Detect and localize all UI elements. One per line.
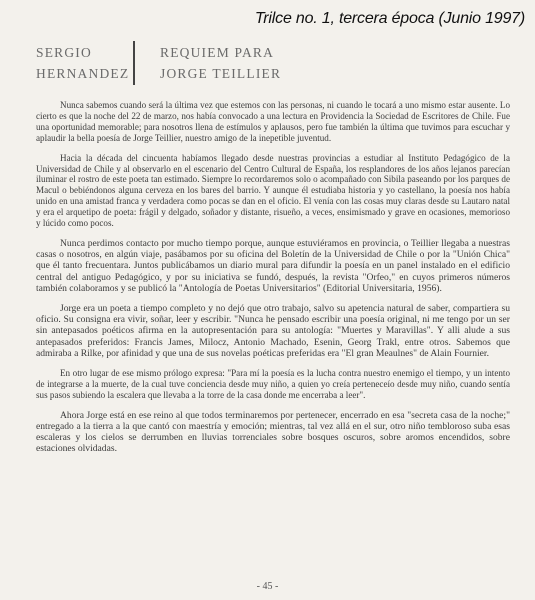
article-title-line-2: JORGE TEILLIER (160, 66, 282, 81)
author-name (36, 42, 129, 84)
paragraph-3: Nunca perdimos contacto por mucho tiempo porque, aunque estuviéramos en provincia, o Teillier llegaba a nuestras casas o nosotros, en algún viaje, pasábamos por su oficina del Boletín de la Universidad de Chile o por la "Unión Chica" que él tanto frecuentara. Juntos publicábamos un diario mural para difundir la poesía en un panel instalado en el edificio central del antiguo Pedagógico, y por su iniciativa se fundó, después, la revista "Orfeo," en cuyos primeros números también colaboramos y se publicó la "Antología de Poetas Universitarios" (Editorial Universitaria, 1956). (36, 237, 510, 294)
article-title (160, 42, 281, 84)
author-first-name: SERGIO (36, 45, 92, 60)
article-body (36, 100, 510, 464)
page-number: - 45 - (256, 581, 279, 592)
paragraph-2: Hacia la década del cincuenta habíamos llegado desde nuestras provincias a estudiar al Instituto Pedagógico de la Universidad de Chile y al observarlo en el escenario del Centro Cultural de España, los resplandores de los años lejanos parecían iluminar el rostro de este poeta tan estimado. Siempre lo recordaremos solo o acompañado con Sibila paseando por los parques de Macul o bebiéndonos alguna cerveza en los bares del barrio. Y aunque él estudiaba historia y yo castellano, la poesía nos había unido en una amistad franca y verdadera como pocas se dan en el oficio. El venía con las cosas muy claras desde su Lautaro natal y era el arquetipo de poeta: frágil y delgado, soñador y distante, risueño, a veces, ensimismado y grave en ocasiones, memorioso y lúcido como pocos. (36, 152, 510, 229)
author-last-name: HERNANDEZ (36, 66, 130, 81)
paragraph-4: Jorge era un poeta a tiempo completo y no dejó que otro trabajo, salvo su apetencia natural de saber, compartiera su oficio. Su consigna era vivir, soñar, leer y escribir. "Nunca he pensado escribir una poesía original, ni me tengo por un ser sin antepasados poéticos afirma en la autopresentación para su antología: "Muertes y Maravillas". Y alli alude a sus antepasados preferidos: Francis James, Milocz, Antonio Machado, Esenin, Georg Trakl, entre otros. Sabemos que admiraba a Rilke, por afinidad y que una de sus novelas poéticas preferidas era "El gran Meaulnes" de Alain Fournier. (36, 302, 510, 359)
paragraph-6: Ahora Jorge está en ese reino al que todos terminaremos por pertenecer, encerrado en esa "secreta casa de la noche;" entregado a la tierra a la que cantó con maestría y emoción; mientras, tal vez allá en el sur, otro niño tembloroso suba esas escaleras y los cielos se derrumben en lluvias torrenciales sobre bosques oscuros, sobre aromos encendidos, sobre estaciones olvidadas. (36, 409, 510, 455)
paragraph-1: Nunca sabemos cuando será la última vez que estemos con las personas, ni cuando le tocará a uno mismo estar ausente. Lo cierto es que la noche del 22 de marzo, nos había convocado a una lectura en Providencia la Sociedad de Escritores de Chile. Fue una oportunidad memorable; para nosotros llena de estímulos y aplausos, pero fue también la última que tuvimos para escuchar y aplaudir la bella poesía de Jorge Teillier, nuestro amigo de la inepetible juventud. (36, 100, 510, 143)
paragraph-5: En otro lugar de ese mismo prólogo expresa: "Para mí la poesía es la lucha contra nuestro enemigo el tiempo, y un intento de integrarse a la muerte, de la cual tuve conciencia desde muy niño, a quien yo creía perteneceío desde muy niño, cuando sentía sus pasos subiendo la escalera que llevaba a la torre de la casa donde me encerraba a leer". (36, 368, 510, 400)
source-citation: Trilce no. 1, tercera época (Junio 1997) (254, 10, 525, 27)
article-title-line-1: REQUIEM PARA (160, 45, 275, 60)
header-divider (133, 41, 135, 85)
